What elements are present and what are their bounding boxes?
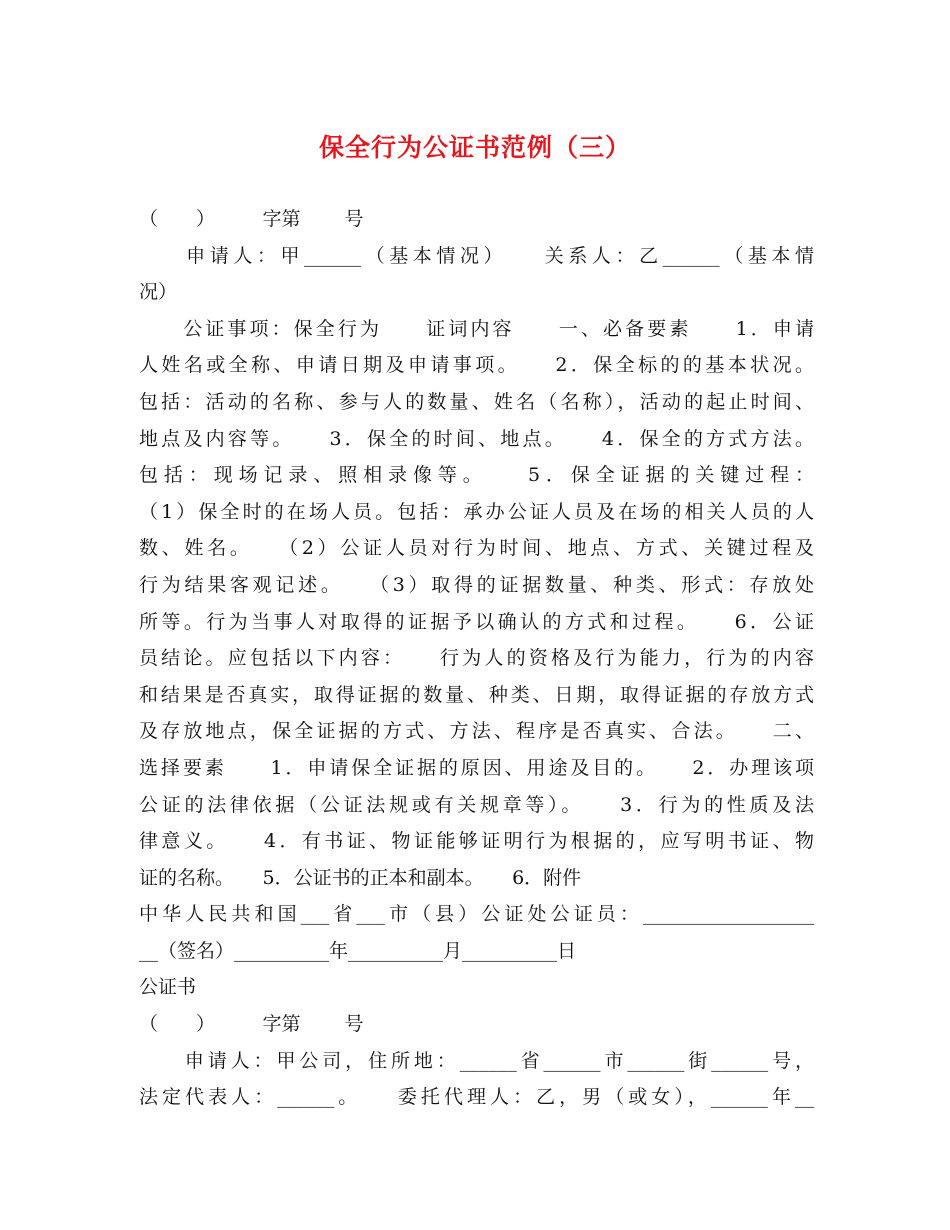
text-line-2: 申请人：甲______（基本情况） 关系人：乙______（基本情	[139, 244, 814, 267]
text-line-16: 选择要素 1．申请保全证据的原因、用途及目的。 2．办理该项	[139, 756, 814, 779]
text-line-21: __（签名）__________年__________月__________日	[139, 939, 577, 962]
document-title: 保全行为公证书范例（三）	[318, 133, 631, 162]
text-line-23: （ ） 字第 号	[139, 1013, 364, 1036]
text-line-14: 和结果是否真实，取得证据的数量、种类、日期，取得证据的存放方式	[139, 683, 814, 706]
text-line-6: 包括：活动的名称、参与人的数量、姓名（名称），活动的起止时间、	[139, 390, 814, 413]
text-line-10: 数、姓名。 （2）公证人员对行为时间、地点、方式、关键过程及	[139, 537, 814, 560]
text-line-18: 律意义。 4．有书证、物证能够证明行为根据的，应写明书证、物	[139, 830, 814, 853]
document-body	[139, 201, 814, 1116]
section-heading-notarial-certificate: 公证书	[139, 976, 197, 999]
text-line-3: 况）	[139, 281, 178, 304]
text-line-25: 法定代表人：______。 委托代理人：乙，男（或女），______年__	[139, 1086, 814, 1109]
text-line-19: 证的名称。 5．公证书的正本和副本。 6．附件	[139, 866, 582, 889]
text-line-20: 中华人民共和国___省___市（县）公证处公证员：__________________	[139, 903, 814, 926]
text-line-12: 所等。行为当事人对取得的证据予以确认的方式和过程。 6．公证	[139, 610, 814, 633]
text-line-13: 员结论。应包括以下内容： 行为人的资格及行为能力，行为的内容	[139, 647, 814, 670]
text-line-8: 包括：现场记录、照相录像等。 5．保全证据的关键过程：	[139, 464, 814, 487]
text-line-24: 申请人：甲公司，住所地：______省______市______街______号，	[139, 1049, 814, 1072]
text-line-4: 公证事项：保全行为 证词内容 一、必备要素 1．申请	[139, 317, 814, 340]
text-line-1: （ ） 字第 号	[139, 208, 364, 230]
text-line-11: 行为结果客观记述。 （3）取得的证据数量、种类、形式：存放处	[139, 573, 814, 596]
text-line-15: 及存放地点，保全证据的方式、方法、程序是否真实、合法。 二、	[139, 720, 814, 743]
text-line-9: （1）保全时的在场人员。包括：承办公证人员及在场的相关人员的人	[139, 500, 814, 523]
text-line-7: 地点及内容等。 3．保全的时间、地点。 4．保全的方式方法。	[139, 427, 814, 450]
text-line-5: 人姓名或全称、申请日期及申请事项。 2．保全标的的基本状况。	[139, 354, 814, 377]
text-line-17: 公证的法律依据（公证法规或有关规章等）。 3．行为的性质及法	[139, 793, 814, 816]
